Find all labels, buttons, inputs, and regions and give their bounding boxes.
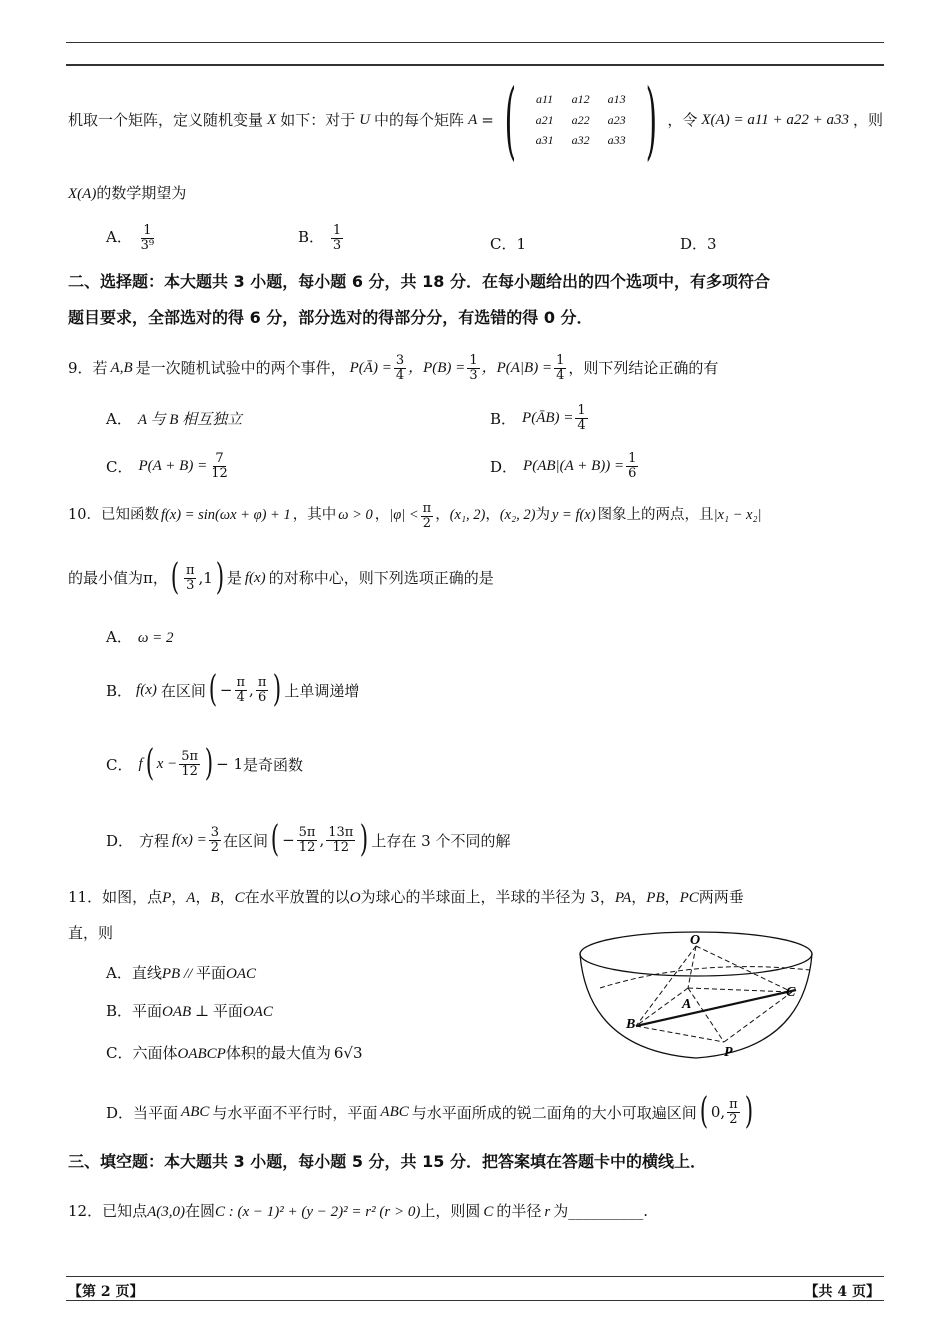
figure-label-a: A [682,997,692,1012]
q8-option-c: C．1 [490,235,527,253]
q11-option-b: B．平面OAB ⊥ 平面OAC [106,1002,273,1020]
q11-option-c: C．六面体OABCP体积的最大值为 6√3 [106,1044,363,1062]
matrix-a: ( a11 a12 a13 a21 a22 a23 a31 a32 a33 ) [504,71,657,169]
section2-heading-line2: 题目要求，全部选对的得 6 分，部分选对的得部分分，有选错的得 0 分． [68,308,593,327]
figure-label-p: P [724,1045,733,1060]
q11-stem-line1: 11．如图，点P，A，B，C在水平放置的以O为球心的半球面上，半球的半径为 3，PA，PB，PC两两垂 [68,888,744,906]
q8-option-a: A． $\frac{1}{\text{3⁹}}$ [106,223,155,253]
q10-option-d: D． 方程 f(x) = $\frac{3}{2}$ 在区间 ( − $\frac{5\pi}{12}$ , $\frac{13\pi}{12}$ ) 上存在 3 个不同的解 [106,819,511,860]
footer-total-pages: 【共 4 页】 [804,1284,880,1300]
hemisphere-figure [578,928,814,1062]
q10-option-c: C． f ( x − $\frac{5\pi}{12}$ ) − 1 是奇函数 [106,743,304,784]
top-rule-2 [66,64,884,66]
figure-label-o: O [690,933,701,948]
q9-option-b: B． P(ĀB) = $\frac{1}{4}$ [490,402,586,433]
q10-stem-line1: 10．已知函数 f(x) = sin(ωx + φ) + 1 ，其中 ω > 0 ， |φ| < $\frac{\pi}{2}$ ， (x₁, 2) ， (x₂, 2) 为 y = f(x) 图象上的两点，且 |x₁ − x₂| [68,500,762,531]
q9-option-c: C． P(A + B) = $\frac{7}{12}$ [106,450,228,481]
q9-option-a: A． A 与 B 相互独立 [106,410,243,428]
footer-rule-top [66,1276,884,1277]
figure-label-b: B [626,1017,636,1032]
q8-option-d: D．3 [680,235,717,253]
figure-label-c: C [786,985,796,1000]
section2-heading-line1: 二、选择题：本大题共 3 小题，每小题 6 分，共 18 分．在每小题给出的四个选项中，有多项符合 [68,272,770,291]
q8-line1: 机取一个矩阵，定义随机变量 X 如下：对于 U 中的每个矩阵 A = ( a11 a12 a13 a21 a22 a23 a31 a32 a33 ) ，令 X(A) = a11 + a22 + a33 ，则 [68,71,883,169]
q11-option-d: D． 当平面 ABC 与水平面不平行时，平面 ABC 与水平面所成的锐二面角的大小可取遍区间 ( 0, $\frac{\pi}{2}$ ) [106,1091,753,1132]
q10-stem-line2: 的最小值为 π ， ( $\frac{\pi}{3}$ ,1 ) 是 f(x) 的对称中心，则下列选项正确的是 [68,557,494,598]
q8-line2: X(A)的数学期望为 [68,184,187,202]
section3-heading: 三、填空题：本大题共 3 小题，每小题 5 分，共 15 分．把答案填在答题卡中的横线上． [68,1152,706,1171]
footer-page-number: 【第 2 页】 [68,1284,144,1300]
q10-option-a: A． ω = 2 [106,628,174,646]
footer-rule-bottom [66,1300,884,1301]
q8-option-b: B． $\frac{1}{3}$ [298,223,342,253]
top-rule-1 [66,42,884,43]
q11-option-a: A．直线PB // 平面OAC [106,964,257,982]
q12-stem: 12．已知点A(3,0)在圆C : (x − 1)² + (y − 2)² = r² (r > 0)上，则圆 C 的半径 r 为__________. [68,1202,648,1220]
q11-stem-line2: 直，则 [68,924,114,942]
q9-option-d: D． P(AB|(A + B)) = $\frac{1}{6}$ [490,450,637,481]
q10-option-b: B． f(x) 在区间 ( − $\frac{\pi}{4}$ , $\frac{\pi}{6}$ ) 上单调递增 [106,669,360,710]
q9-stem: 9．若 A,B 是一次随机试验中的两个事件， P(Ā) = $\frac{3}{4}$ ，P(B) = $\frac{1}{3}$ ，P(A|B) = $\frac{1}{4}$ ，则下列结论正确的有 [68,352,719,383]
matrix-grid: a11 a12 a13 a21 a22 a23 a31 a32 a33 [535,92,626,148]
